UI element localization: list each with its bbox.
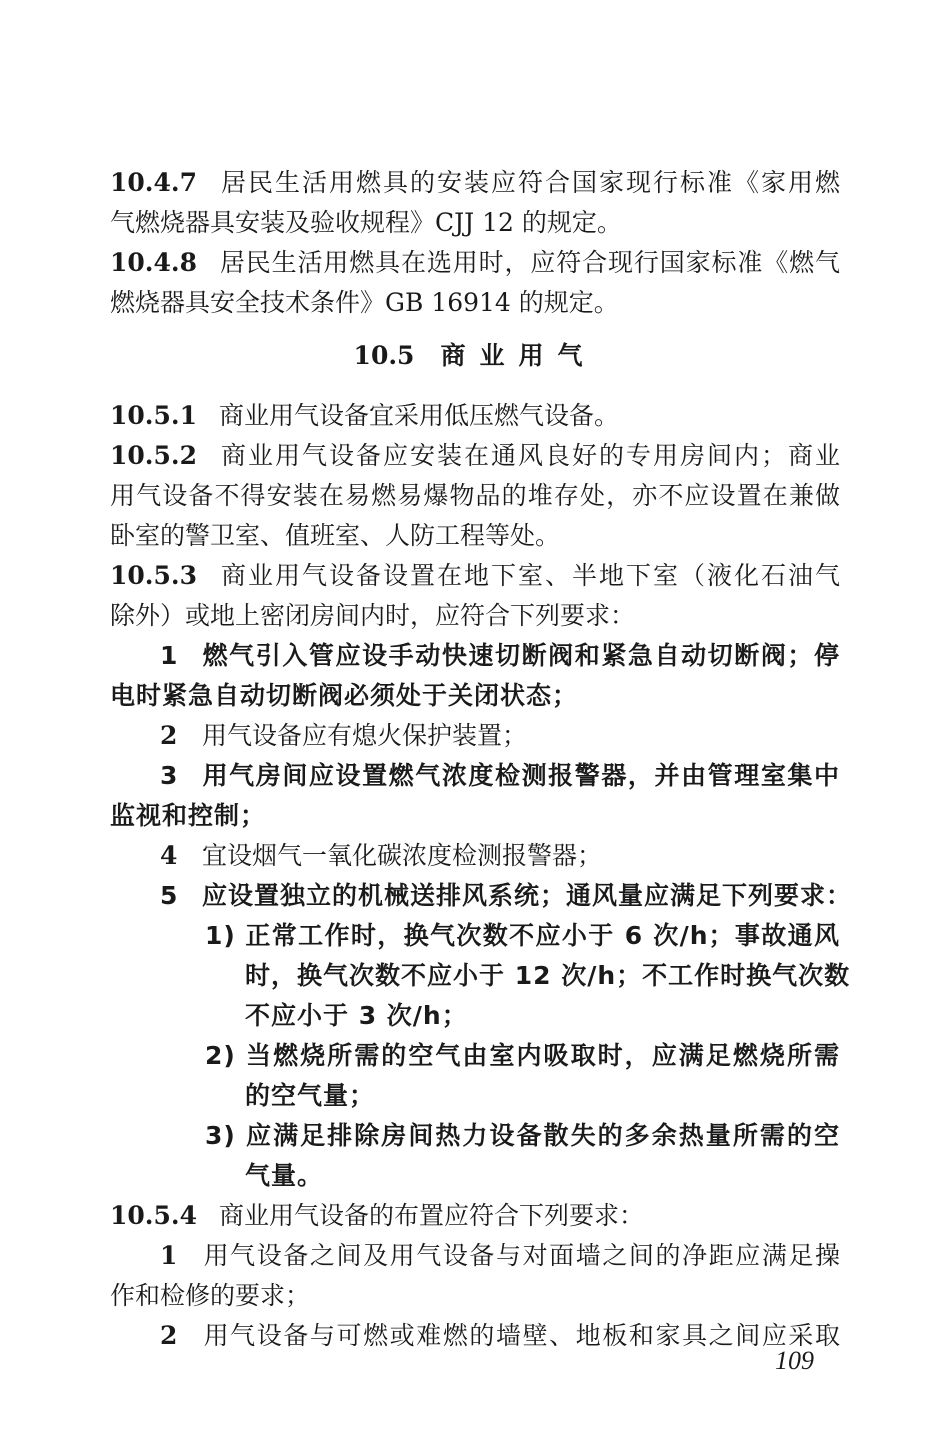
item-4-line-1 bbox=[160, 836, 840, 876]
item-1-line-2: 电时紧急自动切断阀必须处于关闭状态； bbox=[110, 681, 579, 710]
subitem-text: 当燃烧所需的空气由室内吸取时，应满足燃烧所需 bbox=[245, 1041, 840, 1070]
item-number: 4 bbox=[160, 841, 178, 870]
section-title: 商业用气 bbox=[440, 341, 597, 370]
subitem-2-line-1 bbox=[205, 1036, 840, 1076]
clause-number: 10.4.7 bbox=[110, 168, 197, 197]
item-3-line-1 bbox=[160, 756, 840, 796]
subitem-3-line-1 bbox=[205, 1116, 840, 1156]
clause-10-5-2-line-1 bbox=[110, 436, 840, 476]
subitem-1-line-3: 不应小于 3 次/h； bbox=[245, 1001, 468, 1030]
section-heading bbox=[0, 336, 950, 376]
item-number: 1 bbox=[160, 1241, 178, 1270]
clause-text: 商业用气设备设置在地下室、半地下室（液化石油气 bbox=[219, 561, 840, 590]
item-number: 5 bbox=[160, 881, 179, 910]
clause-number: 10.5.2 bbox=[110, 441, 197, 470]
item-number: 1 bbox=[160, 641, 179, 670]
item-number: 3 bbox=[160, 761, 179, 790]
page-number: 109 bbox=[775, 1346, 814, 1375]
clause-10-5-1-line-1 bbox=[110, 396, 840, 436]
subitem-2-line-2: 的空气量； bbox=[245, 1081, 376, 1110]
clause-10-5-2-line-2: 用气设备不得安装在易燃易爆物品的堆存处，亦不应设置在兼做 bbox=[110, 481, 840, 510]
clause-10-5-2-line-3: 卧室的警卫室、值班室、人防工程等处。 bbox=[110, 521, 561, 550]
item-number: 2 bbox=[160, 721, 178, 750]
item-2-line-1 bbox=[160, 1316, 840, 1356]
clause-text: 商业用气设备宜采用低压燃气设备。 bbox=[219, 401, 620, 430]
clause-10-5-3-line-2: 除外）或地上密闭房间内时，应符合下列要求： bbox=[110, 601, 636, 630]
subitem-number: 1) bbox=[205, 921, 236, 950]
item-3-line-2: 监视和控制； bbox=[110, 801, 267, 830]
clause-10-4-7-line-1 bbox=[110, 163, 840, 203]
section-number: 10.5 bbox=[353, 341, 415, 370]
clause-text: 商业用气设备应安装在通风良好的专用房间内；商业 bbox=[219, 441, 840, 470]
item-text: 用气设备与可燃或难燃的墙壁、地板和家具之间应采取 bbox=[202, 1321, 840, 1350]
item-text: 燃气引入管应设手动快速切断阀和紧急自动切断阀；停 bbox=[202, 641, 840, 670]
subitem-1-line-1 bbox=[205, 916, 840, 956]
clause-10-5-3-line-1 bbox=[110, 556, 840, 596]
clause-10-4-8-line-2: 燃烧器具安全技术条件》GB 16914 的规定。 bbox=[110, 288, 619, 317]
subitem-number: 2) bbox=[205, 1041, 236, 1070]
subitem-number: 3) bbox=[205, 1121, 236, 1150]
clause-number: 10.5.1 bbox=[110, 401, 197, 430]
item-text: 用气设备应有熄火保护装置； bbox=[202, 721, 528, 750]
clause-number: 10.5.4 bbox=[110, 1201, 197, 1230]
item-1-line-1 bbox=[160, 636, 840, 676]
clause-number: 10.5.3 bbox=[110, 561, 197, 590]
clause-text: 居民生活用燃具的安装应符合国家现行标准《家用燃 bbox=[219, 168, 840, 197]
clause-10-5-4-line-1 bbox=[110, 1196, 840, 1236]
clause-number: 10.4.8 bbox=[110, 248, 197, 277]
item-number: 2 bbox=[160, 1321, 178, 1350]
item-text: 应设置独立的机械送排风系统；通风量应满足下列要求： bbox=[202, 881, 853, 910]
subitem-3-line-2: 气量。 bbox=[245, 1161, 324, 1190]
clause-10-4-7-line-2: 气燃烧器具安装及验收规程》CJJ 12 的规定。 bbox=[110, 208, 622, 237]
clause-text: 居民生活用燃具在选用时，应符合现行国家标准《燃气 bbox=[219, 248, 840, 277]
subitem-text: 应满足排除房间热力设备散失的多余热量所需的空 bbox=[245, 1121, 840, 1150]
item-text: 宜设烟气一氧化碳浓度检测报警器； bbox=[202, 841, 603, 870]
item-text: 用气设备之间及用气设备与对面墙之间的净距应满足操 bbox=[202, 1241, 840, 1270]
item-1-line-2: 作和检修的要求； bbox=[110, 1281, 311, 1310]
subitem-1-line-2: 时，换气次数不应小于 12 次/h；不工作时换气次数 bbox=[245, 961, 851, 990]
clause-10-4-8-line-1 bbox=[110, 243, 840, 283]
item-2-line-1 bbox=[160, 716, 840, 756]
item-5-line-1 bbox=[160, 876, 853, 916]
item-1-line-1 bbox=[160, 1236, 840, 1276]
item-text: 用气房间应设置燃气浓度检测报警器，并由管理室集中 bbox=[202, 761, 840, 790]
subitem-text: 正常工作时，换气次数不应小于 6 次/h；事故通风 bbox=[245, 921, 840, 950]
clause-text: 商业用气设备的布置应符合下列要求： bbox=[219, 1201, 645, 1230]
